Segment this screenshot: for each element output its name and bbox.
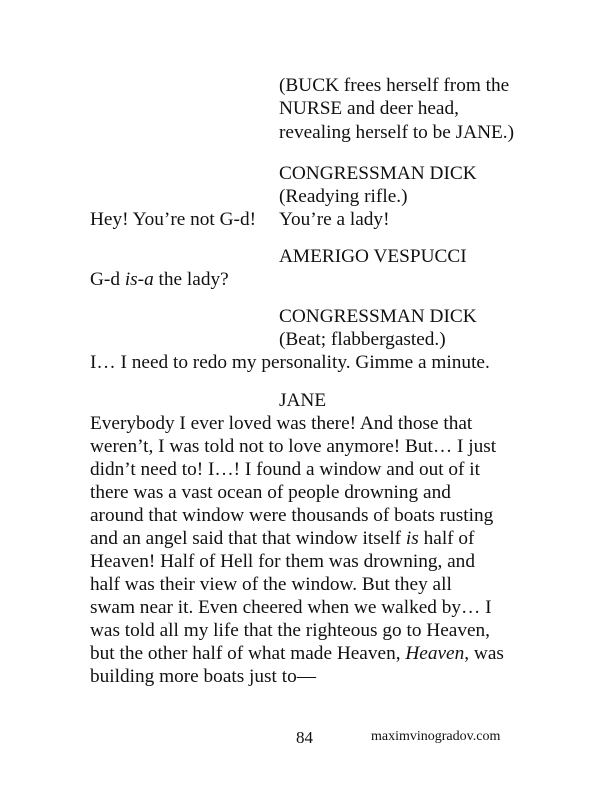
dialogue-line: there was a vast ocean of people drowning and	[90, 482, 451, 503]
dialogue-text: G-d	[90, 269, 125, 290]
parenthetical: (Beat; flabbergasted.)	[279, 329, 446, 350]
character-name: CONGRESSMAN DICK	[279, 306, 477, 327]
dialogue-line	[90, 642, 504, 666]
stage-direction-line: (BUCK frees herself from the	[279, 75, 510, 96]
dialogue-line: weren’t, I was told not to love anymore! But… I just	[90, 436, 497, 457]
dialogue-line: around that window were thousands of boats rusting	[90, 505, 494, 526]
dialogue-line: half was their view of the window. But they all	[90, 574, 452, 595]
parenthetical: (Readying rifle.)	[279, 186, 408, 207]
character-name: CONGRESSMAN DICK	[279, 163, 477, 184]
character-name: AMERIGO VESPUCCI	[279, 246, 467, 267]
dialogue-line: Heaven! Half of Hell for them was drowning, and	[90, 551, 475, 572]
dialogue-line: I… I need to redo my personality. Gimme a minute.	[90, 352, 490, 373]
dialogue-text: , was	[464, 643, 504, 664]
stage-direction-line: revealing herself to be JANE.)	[279, 122, 515, 143]
dialogue-line: swam near it. Even cheered when we walked by… I	[90, 597, 492, 618]
character-name: JANE	[279, 390, 327, 411]
emphasis-text: is	[405, 528, 419, 549]
dialogue-text: but the other half of what made Heaven,	[90, 643, 406, 664]
dialogue-line: Hey! You’re not G-d!	[90, 209, 257, 230]
dialogue-line	[90, 527, 474, 551]
dialogue-text: and an angel said that that window itself	[90, 528, 406, 549]
dialogue-line: Everybody I ever loved was there! And those that	[90, 413, 473, 434]
emphasis-text: is-a	[124, 269, 154, 290]
dialogue-line: was told all my life that the righteous go to Heaven,	[90, 620, 490, 641]
dialogue-line: You’re a lady!	[279, 209, 390, 230]
dialogue-line	[90, 268, 229, 292]
dialogue-line: building more boats just to—	[90, 666, 317, 687]
page-number: 84	[296, 728, 313, 747]
emphasis-text: Heaven	[405, 643, 465, 664]
dialogue-text: the lady?	[153, 269, 229, 290]
dialogue-text: half of	[418, 528, 475, 549]
stage-direction-line: NURSE and deer head,	[279, 98, 459, 119]
dialogue-line: didn’t need to! I…! I found a window and out of it	[90, 459, 481, 480]
footer-website: maximvinogradov.com	[371, 729, 501, 744]
